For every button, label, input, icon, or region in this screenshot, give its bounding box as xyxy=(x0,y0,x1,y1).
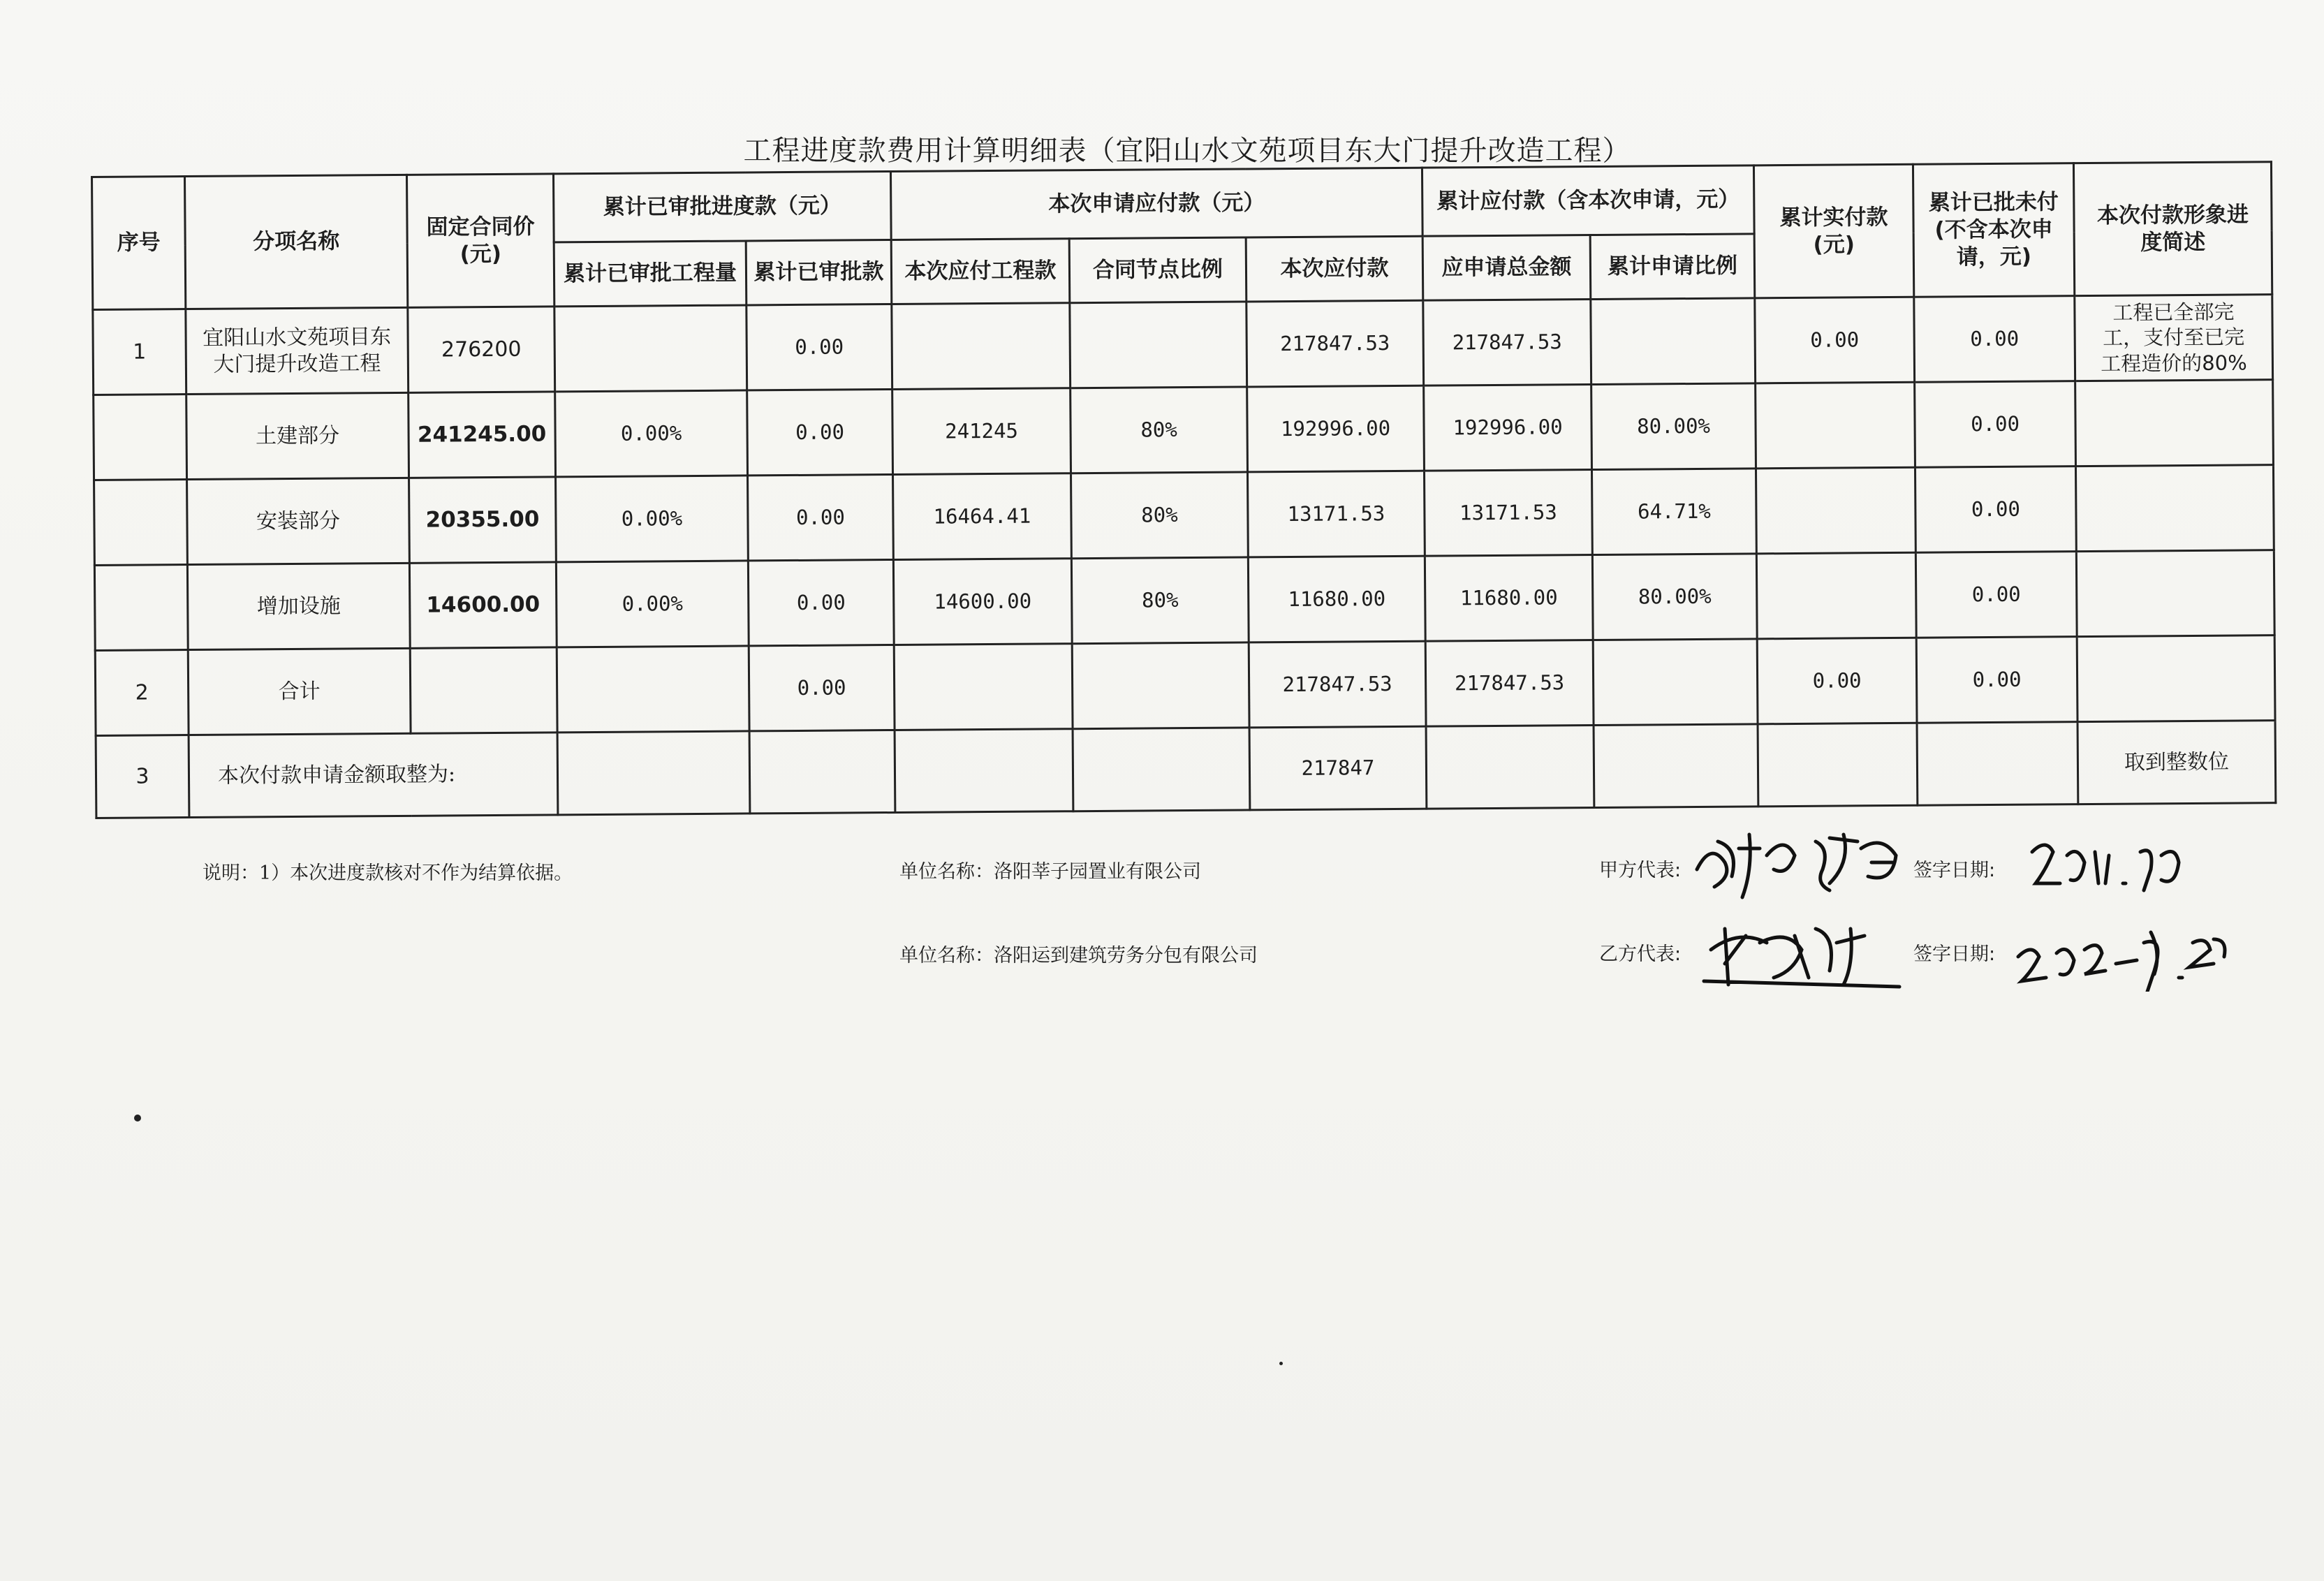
cell-ratio xyxy=(1072,642,1249,729)
header-approved-qty: 累计已审批工程量 xyxy=(554,241,747,307)
cell-qty: 0.00% xyxy=(555,390,748,477)
cell-total: 217847.53 xyxy=(1425,640,1594,726)
cell-pay: 13171.53 xyxy=(1248,471,1425,557)
cell-empty xyxy=(1917,722,2078,806)
cell-empty xyxy=(749,730,895,813)
cell-ratio: 80% xyxy=(1071,472,1249,559)
cell-work xyxy=(892,303,1071,390)
cell-amt: 0.00 xyxy=(748,474,894,560)
header-approved-amt: 累计已审批款 xyxy=(746,240,892,305)
date-handwritten-b xyxy=(2011,915,2235,992)
scan-speck xyxy=(134,1115,141,1122)
cell-cumratio: 64.71% xyxy=(1592,469,1757,555)
cell-cumratio: 80.00% xyxy=(1591,383,1756,470)
cell-work: 241245 xyxy=(892,388,1071,475)
cell-qty xyxy=(557,646,749,733)
cell-pay: 192996.00 xyxy=(1247,385,1425,472)
cell-desc xyxy=(2075,380,2274,466)
date-handwritten-a xyxy=(2025,831,2193,894)
cell-rounded-desc: 取到整数位 xyxy=(2077,721,2276,804)
cell-unpaid: 0.00 xyxy=(1915,381,2076,468)
table-row xyxy=(94,465,2274,566)
cell-desc: 工程已全部完 工，支付至已完 工程造价的80% xyxy=(2075,295,2273,381)
cell-desc xyxy=(2076,550,2274,637)
header-cum-due-group: 累计应付款（含本次申请，元） xyxy=(1422,166,1754,236)
cell-total: 192996.00 xyxy=(1424,385,1592,471)
cell-ratio: 80% xyxy=(1071,557,1249,644)
cell-seq: 1 xyxy=(93,309,186,395)
cell-seq: 2 xyxy=(95,650,189,736)
table-row-total xyxy=(95,635,2275,736)
scan-speck xyxy=(1279,1362,1283,1365)
cell-fixed xyxy=(410,647,557,733)
cell-amt: 0.00 xyxy=(748,559,894,645)
cell-total: 11680.00 xyxy=(1425,555,1593,642)
cell-fixed: 14600.00 xyxy=(409,562,557,648)
cell-fixed: 276200 xyxy=(408,307,555,392)
cell-total: 13171.53 xyxy=(1425,470,1593,557)
footer-note: 说明：1）本次进度款核对不作为结算依据。 xyxy=(203,862,573,884)
table-row xyxy=(94,550,2274,651)
party-a-label: 甲方代表: xyxy=(1599,860,1682,881)
cell-rounded-label: 本次付款申请金额取整为: xyxy=(189,733,558,818)
cell-desc xyxy=(2077,635,2275,722)
cell-unpaid: 0.00 xyxy=(1915,552,2077,638)
cost-table xyxy=(91,161,2274,825)
cell-qty: 0.00% xyxy=(556,476,749,562)
cell-empty xyxy=(1073,728,1250,811)
cell-fixed: 20355.00 xyxy=(409,477,557,563)
cell-name: 增加设施 xyxy=(187,563,410,649)
cell-paid: 0.00 xyxy=(1757,638,1917,724)
cell-pay: 217847.53 xyxy=(1246,300,1424,387)
header-seq: 序号 xyxy=(92,177,186,310)
table-row-rounded xyxy=(96,721,2276,818)
cell-amt: 0.00 xyxy=(747,304,892,390)
cell-unpaid: 0.00 xyxy=(1916,637,2077,723)
header-fixed-price: 固定合同价 (元) xyxy=(406,174,554,307)
cell-name: 土建部分 xyxy=(186,392,409,479)
cell-seq xyxy=(94,565,188,651)
cell-fixed: 241245.00 xyxy=(409,392,556,478)
date-label-a: 签字日期: xyxy=(1913,860,1996,881)
header-name: 分项名称 xyxy=(185,175,408,309)
cell-work xyxy=(894,644,1073,730)
signature-party-b xyxy=(1697,908,1906,999)
cell-ratio xyxy=(1070,302,1247,388)
cell-desc xyxy=(2075,465,2274,552)
cell-unpaid: 0.00 xyxy=(1914,296,2075,383)
cell-empty xyxy=(1594,724,1758,808)
unit-name-a: 单位名称：洛阳莘子园置业有限公司 xyxy=(899,861,1201,883)
cell-cumratio: 80.00% xyxy=(1592,554,1757,640)
header-current-work: 本次应付工程款 xyxy=(891,239,1070,304)
cell-rounded-pay: 217847 xyxy=(1249,726,1427,810)
cell-amt: 0.00 xyxy=(749,645,895,730)
cell-seq xyxy=(94,395,187,480)
cell-work: 16464.41 xyxy=(893,473,1072,560)
header-cum-unpaid: 累计已批未付 (不含本次申 请，元) xyxy=(1913,163,2074,297)
header-progress-desc: 本次付款形象进 度简述 xyxy=(2073,162,2272,296)
date-label-b: 签字日期: xyxy=(1913,943,1996,965)
cell-empty xyxy=(895,729,1073,813)
cell-paid xyxy=(1756,382,1915,469)
cell-name: 安装部分 xyxy=(187,478,410,564)
header-cum-ratio: 累计申请比例 xyxy=(1590,234,1755,300)
cell-name: 合计 xyxy=(188,648,411,735)
document-title: 工程进度款费用计算明细表（宜阳山水文苑项目东大门提升改造工程） xyxy=(743,135,1631,167)
cell-cumratio xyxy=(1593,639,1758,726)
cell-ratio: 80% xyxy=(1071,387,1248,473)
cell-paid xyxy=(1756,552,1916,639)
cell-paid: 0.00 xyxy=(1755,297,1915,383)
table-row xyxy=(94,380,2274,480)
header-cum-paid: 累计实付款 (元) xyxy=(1753,164,1913,298)
header-apply-total: 应申请总金额 xyxy=(1422,235,1591,301)
cell-qty: 0.00% xyxy=(556,561,749,647)
cell-unpaid: 0.00 xyxy=(1915,466,2076,553)
cell-empty xyxy=(1758,723,1918,807)
cell-paid xyxy=(1756,467,1915,554)
header-approved-group: 累计已审批进度款（元） xyxy=(553,172,891,242)
unit-name-b: 单位名称：洛阳运到建筑劳务分包有限公司 xyxy=(899,945,1258,966)
cell-empty xyxy=(557,731,750,815)
cell-work: 14600.00 xyxy=(893,559,1072,645)
table-row xyxy=(93,295,2273,395)
header-node-ratio: 合同节点比例 xyxy=(1069,237,1246,303)
cell-total: 217847.53 xyxy=(1423,300,1591,386)
cell-empty xyxy=(1426,725,1594,809)
signature-party-a xyxy=(1690,821,1913,904)
header-current-pay: 本次应付款 xyxy=(1246,236,1423,302)
cell-seq: 3 xyxy=(96,735,189,818)
cell-pay: 11680.00 xyxy=(1248,556,1425,642)
cell-amt: 0.00 xyxy=(747,389,893,475)
cell-pay: 217847.53 xyxy=(1249,641,1426,728)
header-current-group: 本次申请应付款（元） xyxy=(890,168,1422,240)
party-b-label: 乙方代表: xyxy=(1599,943,1682,965)
cell-name: 宜阳山水文苑项目东 大门提升改造工程 xyxy=(186,307,409,394)
cell-seq xyxy=(94,480,188,566)
cell-cumratio xyxy=(1591,298,1756,385)
cell-qty xyxy=(554,305,747,392)
